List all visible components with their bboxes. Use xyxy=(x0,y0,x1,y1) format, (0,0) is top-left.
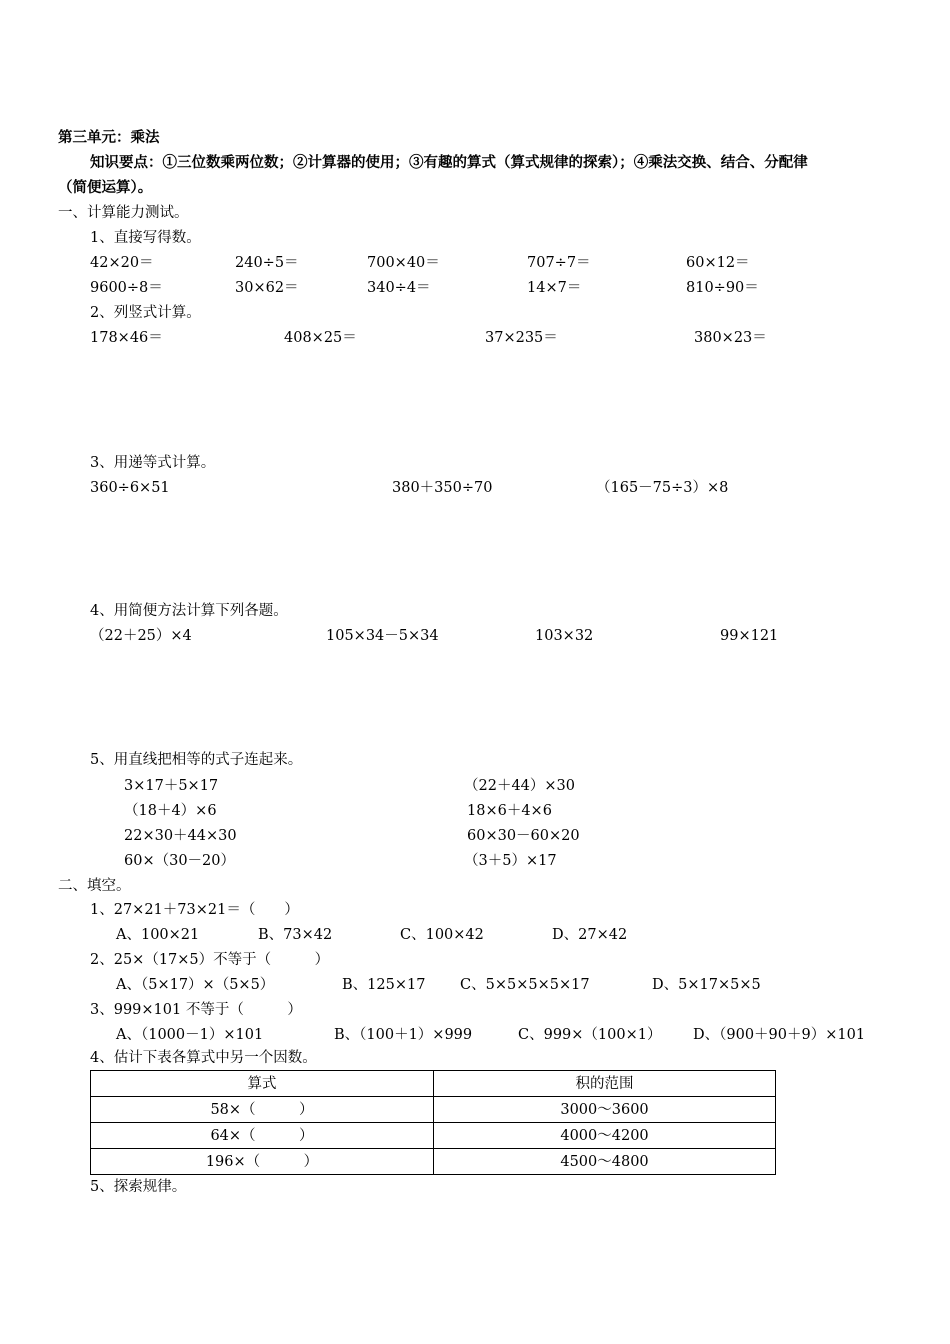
q3-item: 380＋350÷70 xyxy=(392,480,493,496)
table-header-cell: 积的范围 xyxy=(434,1071,776,1097)
q5-left-item: 22×30＋44×30 xyxy=(124,828,237,844)
q4-item: 99×121 xyxy=(720,628,779,644)
q1-item: 340÷4＝ xyxy=(367,280,431,296)
q2-item: 380×23＝ xyxy=(694,330,767,346)
s2-q5-title: 5、探索规律。 xyxy=(90,1179,187,1195)
estimation-table xyxy=(90,1070,776,1175)
s2-q3-option: B、（100＋1）×999 xyxy=(334,1027,473,1043)
s2-q3-option: A、（1000－1）×101 xyxy=(116,1027,264,1043)
q2-item: 37×235＝ xyxy=(485,330,558,346)
q1-item: 60×12＝ xyxy=(686,255,750,271)
table-cell-range: 4500～4800 xyxy=(434,1149,776,1175)
section1-title: 一、计算能力测试。 xyxy=(58,205,189,221)
s2-q1-stem: 1、27×21＋73×21＝（ ） xyxy=(90,902,299,918)
q5-left-item: 60×（30－20） xyxy=(124,853,236,869)
q3-item: （165－75÷3）×8 xyxy=(596,480,729,496)
section2-title: 二、填空。 xyxy=(58,878,131,894)
q5-right-item: 18×6＋4×6 xyxy=(467,803,552,819)
q1-item: 14×7＝ xyxy=(527,280,582,296)
table-header-row xyxy=(91,1071,776,1097)
q2-title: 2、列竖式计算。 xyxy=(90,305,201,321)
table-cell-expression: 58×（ ） xyxy=(91,1097,434,1123)
q2-item: 408×25＝ xyxy=(284,330,357,346)
q5-right-item: （3＋5）×17 xyxy=(464,853,557,869)
s2-q2-option: D、5×17×5×5 xyxy=(652,977,761,993)
table-row xyxy=(91,1123,776,1149)
table-cell-expression: 196×（ ） xyxy=(91,1149,434,1175)
q4-item: 103×32 xyxy=(535,628,594,644)
q1-item: 9600÷8＝ xyxy=(90,280,163,296)
q4-title: 4、用简便方法计算下列各题。 xyxy=(90,603,288,619)
table-cell-range: 3000～3600 xyxy=(434,1097,776,1123)
s2-q1-option: A、100×21 xyxy=(116,927,200,943)
s2-q1-option: D、27×42 xyxy=(552,927,628,943)
key-points-line-2: （简便运算）。 xyxy=(58,179,153,196)
q2-item: 178×46＝ xyxy=(90,330,163,346)
s2-q3-option: C、999×（100×1） xyxy=(518,1027,662,1043)
q1-item: 240÷5＝ xyxy=(235,255,299,271)
s2-q2-option: C、5×5×5×5×17 xyxy=(460,977,590,993)
q5-right-item: （22＋44）×30 xyxy=(464,778,576,794)
q1-item: 700×40＝ xyxy=(367,255,440,271)
q4-item: （22＋25）×4 xyxy=(90,628,192,644)
s2-q1-option: B、73×42 xyxy=(258,927,333,943)
s2-q1-option: C、100×42 xyxy=(400,927,484,943)
table-cell-expression: 64×（ ） xyxy=(91,1123,434,1149)
table-cell-range: 4000～4200 xyxy=(434,1123,776,1149)
key-points-line-1: 知识要点：①三位数乘两位数；②计算器的使用；③有趣的算式（算式规律的探索）；④乘法交换、结合、分配律 xyxy=(90,154,808,171)
q5-left-item: （18＋4）×6 xyxy=(124,803,217,819)
q1-item: 42×20＝ xyxy=(90,255,154,271)
unit-title: 第三单元：乘法 xyxy=(58,129,160,146)
s2-q2-option: A、（5×17）×（5×5） xyxy=(116,977,275,993)
s2-q3-stem: 3、999×101 不等于（ ） xyxy=(90,1002,302,1018)
table-header-cell: 算式 xyxy=(91,1071,434,1097)
q5-left-item: 3×17＋5×17 xyxy=(124,778,219,794)
q1-item: 707÷7＝ xyxy=(527,255,591,271)
table-row xyxy=(91,1149,776,1175)
s2-q2-stem: 2、25×（17×5）不等于（ ） xyxy=(90,952,330,968)
q3-item: 360÷6×51 xyxy=(90,480,170,496)
q1-item: 30×62＝ xyxy=(235,280,299,296)
q5-right-item: 60×30－60×20 xyxy=(467,828,580,844)
q5-title: 5、用直线把相等的式子连起来。 xyxy=(90,752,303,768)
q1-item: 810÷90＝ xyxy=(686,280,759,296)
q4-item: 105×34－5×34 xyxy=(326,628,439,644)
q1-title: 1、直接写得数。 xyxy=(90,230,201,246)
s2-q4-title: 4、估计下表各算式中另一个因数。 xyxy=(90,1050,317,1066)
table-row xyxy=(91,1097,776,1123)
s2-q3-option: D、（900＋90＋9）×101 xyxy=(693,1027,866,1043)
q3-title: 3、用递等式计算。 xyxy=(90,455,216,471)
s2-q2-option: B、125×17 xyxy=(342,977,426,993)
